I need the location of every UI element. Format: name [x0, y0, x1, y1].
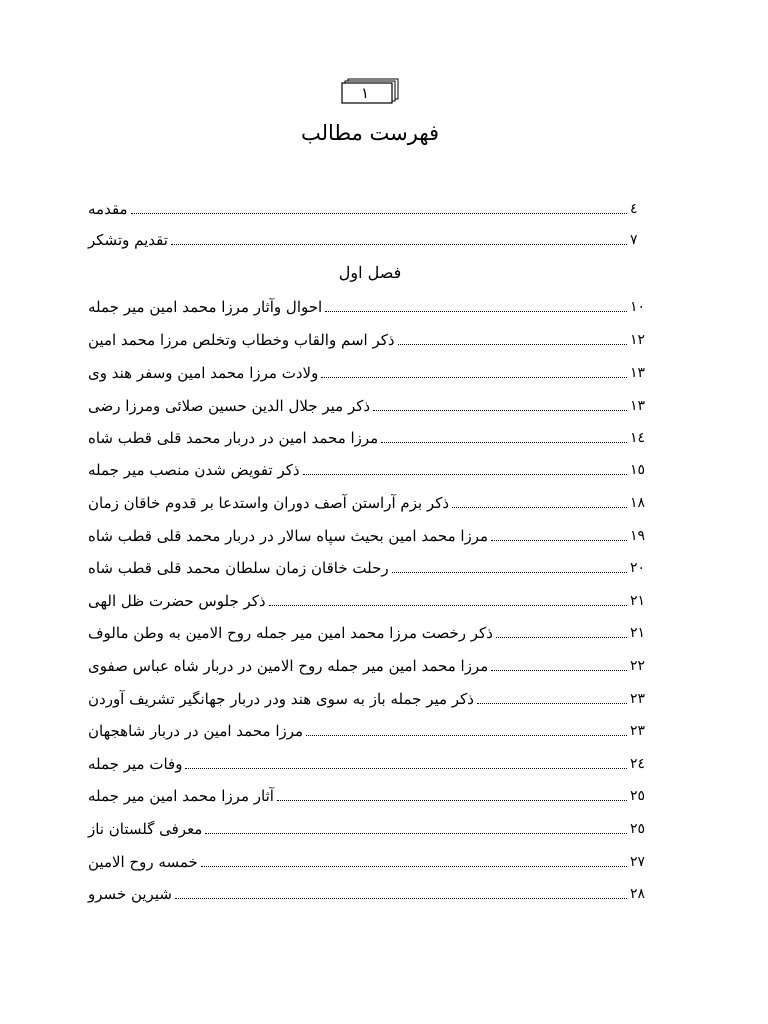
- toc-entry: [88, 393, 648, 419]
- toc-entry-page: ١٣: [630, 398, 646, 414]
- page-title: فهرست مطالب: [300, 121, 440, 145]
- toc-entry-label: ذکر اسم والقاب وخطاب وتخلص مرزا محمد امین: [88, 331, 395, 349]
- dot-leader: [452, 507, 627, 508]
- toc-entry-page: ١٤: [630, 430, 646, 446]
- dot-leader: [373, 410, 627, 411]
- toc-entry-label: مرزا محمد امین در دربار شاهجهان: [88, 722, 304, 740]
- toc-entry-page: ٢٤: [630, 756, 646, 772]
- toc-entry-page: ٧: [630, 232, 638, 248]
- toc-entry: [88, 196, 648, 222]
- toc-entry-page: ٢٣: [630, 723, 646, 739]
- toc-entry-label: مرزا محمد امین میر جمله روح الامین در دربار شاه عباس صفوی: [88, 657, 489, 675]
- toc-entry-label: خمسه روح الامین: [88, 853, 198, 871]
- page-number: ۱: [360, 84, 370, 102]
- toc-entry: [88, 360, 648, 386]
- dot-leader: [392, 572, 627, 573]
- dot-leader: [325, 311, 627, 312]
- toc-entry-label: ولادت مرزا محمد امین وسفر هند وی: [88, 364, 319, 382]
- toc-entry-label: ذکر میر جمله باز به سوی هند ودر دربار جهانگیر تشریف آوردن: [88, 690, 474, 708]
- dot-leader: [306, 735, 627, 736]
- toc-entry-page: ٢٨: [630, 886, 646, 902]
- dot-leader: [477, 703, 627, 704]
- toc-entry-page: ٢٣: [630, 691, 646, 707]
- toc-entry-page: ٢٢: [630, 658, 646, 674]
- toc-entry: [88, 457, 648, 483]
- dot-leader: [277, 800, 627, 801]
- toc-entry: [88, 816, 648, 842]
- toc-entry-page: ٢٥: [630, 821, 646, 837]
- toc-entry-page: ٢١: [630, 625, 646, 641]
- page-number-badge: [340, 78, 400, 106]
- toc-entry-page: ٢١: [630, 593, 646, 609]
- toc-entry-page: ١٢: [630, 332, 646, 348]
- toc-entry-label: رحلت خاقان زمان سلطان محمد قلی قطب شاه: [88, 559, 389, 577]
- toc-entry-label: مرزا محمد امین در دربار محمد قلی قطب شاه: [88, 429, 379, 447]
- dot-leader: [205, 833, 627, 834]
- dot-leader: [201, 866, 627, 867]
- toc-entry-label: وفات میر جمله: [88, 755, 183, 773]
- toc-entry: [88, 588, 648, 614]
- toc-entry-label: مرزا محمد امین بحیث سپاه سالار در دربار محمد قلی قطب شاه: [88, 527, 489, 545]
- toc-entry: [88, 523, 648, 549]
- toc-entry-page: ٢٠: [630, 560, 646, 576]
- toc-entry-page: ١٥: [630, 462, 646, 478]
- dot-leader: [381, 442, 627, 443]
- dot-leader: [491, 670, 627, 671]
- toc-entry-label: ذکر بزم آراستن آصف دوران واستدعا بر قدوم خاقان زمان: [88, 494, 450, 512]
- toc-entry: [88, 227, 648, 253]
- toc-entry: [88, 490, 648, 516]
- dot-leader: [496, 637, 627, 638]
- toc-entry-page: ٤: [630, 201, 638, 217]
- dot-leader: [269, 605, 627, 606]
- toc-entry: [88, 327, 648, 353]
- toc-entry: [88, 783, 648, 809]
- toc-entry-label: ذکر رخصت مرزا محمد امین میر جمله روح الامین به وطن مالوف: [88, 624, 493, 642]
- dot-leader: [321, 377, 627, 378]
- toc-entry: [88, 686, 648, 712]
- toc-entry: [88, 653, 648, 679]
- toc-entry: [88, 881, 648, 907]
- toc-entry-label: شیرین خسرو: [88, 885, 172, 903]
- toc-entry-page: ٢٧: [630, 854, 646, 870]
- dot-leader: [131, 213, 627, 214]
- toc-entry-page: ١٨: [630, 495, 646, 511]
- toc-entry: [88, 425, 648, 451]
- toc-entry-label: مقدمه: [88, 200, 128, 218]
- dot-leader: [171, 244, 627, 245]
- dot-leader: [185, 768, 627, 769]
- toc-entry-label: ذکر تفویض شدن منصب میر جمله: [88, 461, 300, 479]
- toc-entry: [88, 620, 648, 646]
- toc-entry: [88, 294, 648, 320]
- dot-leader: [175, 898, 627, 899]
- toc-entry: [88, 718, 648, 744]
- toc-entry: [88, 555, 648, 581]
- toc-entry-page: ١٠: [630, 299, 646, 315]
- toc-entry-label: ذکر جلوس حضرت ظل الهی: [88, 592, 266, 610]
- dot-leader: [491, 540, 627, 541]
- toc-entry-page: ٢٥: [630, 788, 646, 804]
- toc-entry-page: ١٩: [630, 528, 646, 544]
- dot-leader: [303, 474, 627, 475]
- toc-entry-label: آثار مرزا محمد امین میر جمله: [88, 787, 274, 805]
- toc-entry: [88, 751, 648, 777]
- toc-entry-page: ١٣: [630, 365, 646, 381]
- toc-entry: [88, 849, 648, 875]
- toc-entry-label: معرفی گلستان ناز: [88, 820, 203, 838]
- section-heading: فصل اول: [338, 263, 402, 282]
- dot-leader: [398, 344, 627, 345]
- toc-entry-label: تقدیم وتشکر: [88, 231, 168, 249]
- toc-entry-label: ذکر میر جلال الدین حسین صلائی ومرزا رضی: [88, 397, 371, 415]
- toc-entry-label: احوال وآثار مرزا محمد امین میر جمله: [88, 298, 323, 316]
